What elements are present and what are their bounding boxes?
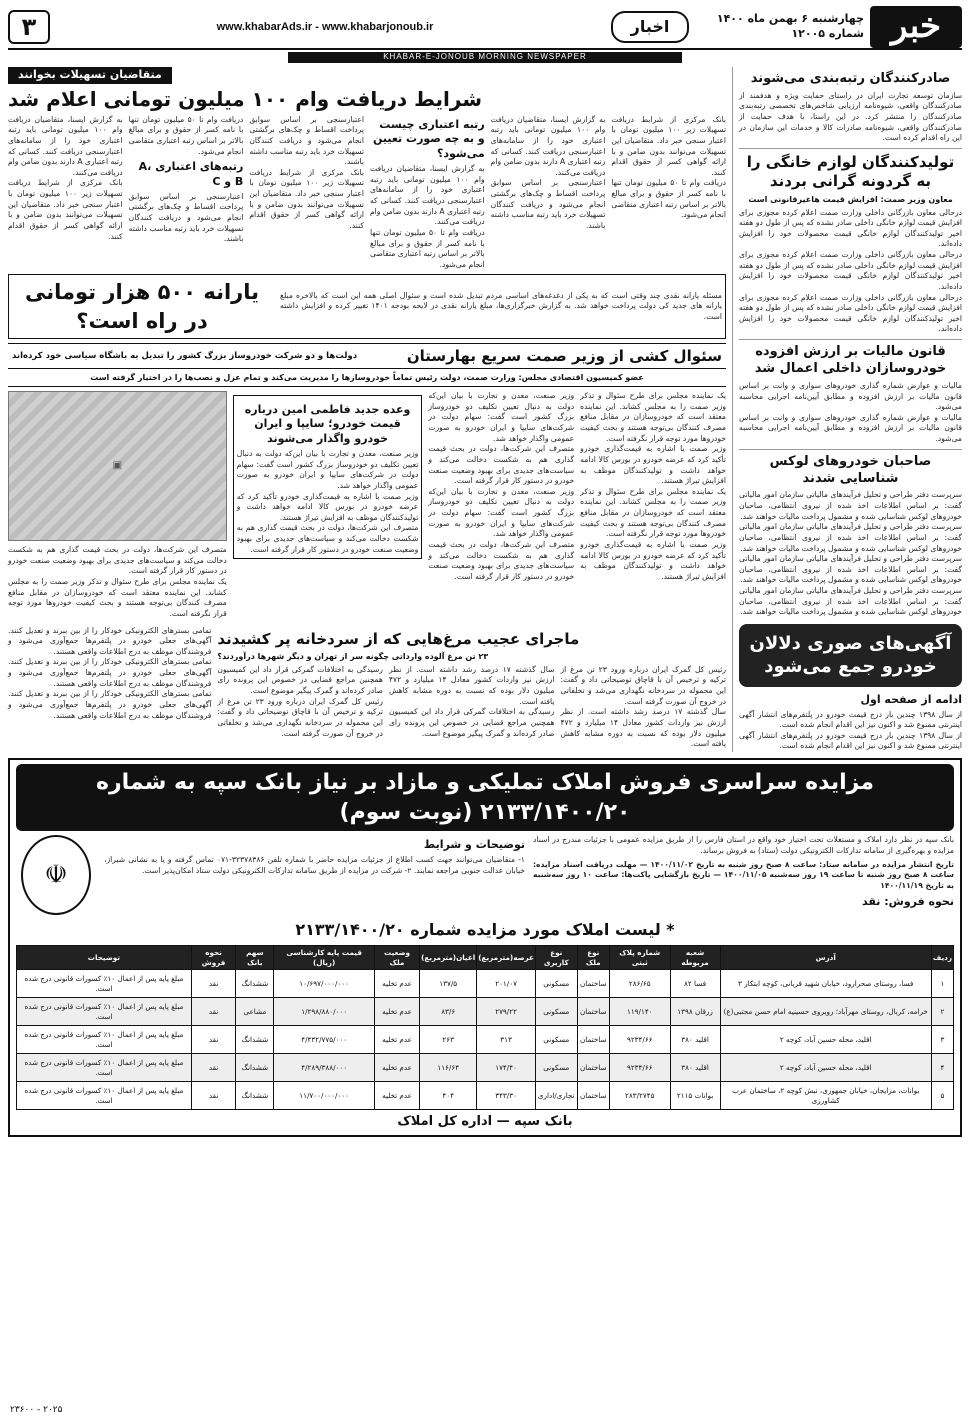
- table-row: [17, 970, 954, 998]
- table-cell: ۹۲۳۴/۶۶: [609, 1054, 670, 1082]
- box-title[interactable]: وعده جدید فاطمی امین درباره قیمت خودرو؛ سایپا و ایران خودرو واگذار می‌شوند: [244, 403, 411, 445]
- table-cell: اقلید، محله حسین آباد، کوچه ۲: [720, 1054, 931, 1082]
- auction-notes: ۱- متقاضیان می‌توانند جهت کسب اطلاع از جزئیات مزایده حاضر با شماره تلفن ۳۲۳۷۸۳۸۶-۰۷۱ تماس گرفته و یا به نشانی شیراز، خیابان عدالت جنوبی مراجعه نمایند. ۲- شرکت در مزایده از طریق سامانه تدارکات الکترونیکی دولت ستاد امکان‌پذیر است.: [104, 855, 525, 875]
- table-cell: عدم تخلیه: [374, 970, 419, 998]
- article-body: اعتبارسنجی بر اساس سوابق پرداخت اقساط و چک‌های برگشتی انجام می‌شود و دریافت کنندگان تسهیلات خرد باید رتبه مناسب داشته باشند.: [490, 178, 606, 230]
- article-body: مالیات و عوارض شماره گذاری خودروهای سواری و وانت بر اساس قانون مالیات بر ارزش افزوده و مطابق آیین‌نامه اجرایی محاسبه می‌شود.: [739, 380, 962, 412]
- article-body: رسیدگی به اختلافات گمرکی قرار داد این کمیسیون همچنین مراجع قضایی در خصوص این پرونده رای صادر کرده‌اند و گمرک پیگیر موضوع است.: [388, 707, 555, 738]
- table-cell: ۲۸۶/۶۵: [609, 970, 670, 998]
- table-cell: ۴/۲۸۹/۳۸۸/۰۰۰: [274, 1054, 375, 1082]
- article-body: تمامی بسترهای الکترونیکی خودکار را از بین ببرند و تعدیل کنند. آگهی‌های جعلی خودرو در پلتفرم‌ها جمع‌آوری می‌شود و فروشندگان موظف به درج اطلاعات واقعی هستند.: [8, 625, 212, 656]
- table-cell: ۱: [931, 970, 953, 998]
- article-title[interactable]: یارانه ۵۰۰ هزار تومانی در راه است؟: [24, 280, 260, 333]
- article-subheading: رتبه اعتباری چیست و به چه صورت تعیین می‌شود؟: [372, 117, 485, 161]
- article-body: یک نماینده مجلس برای طرح سئوال و تذکر وزیر صمت را به مجلس کشاند. این نماینده معتقد است که خودروسازان در مقابل منافع مصرف کنندگان بی‌توجه هستند و بحث کیفیت خودروها مورد توجه قرار نگرفته است.: [580, 391, 726, 443]
- article-title[interactable]: تولیدکنندگان لوازم خانگی را به گردونه گرانی بردند: [746, 152, 955, 191]
- table-cell: ۳: [931, 1026, 953, 1054]
- table-cell: ۹۲۳۴/۶۶: [609, 1026, 670, 1054]
- table-header-cell: اعیان(مترمربع): [420, 946, 477, 970]
- table-cell: خرامه، کربال، روستای مهرآباد؛ روبروی حسینیه امام حسن مجتبی(ع): [720, 998, 931, 1026]
- table-cell: ۴۰۴: [420, 1082, 477, 1110]
- article-body: متصرف این شرکت‌ها، دولت در بحث قیمت گذاری هم به شکست دخالت می‌کند و سیاست‌های جدیدی برای بهبود وضعیت صنعت خودرو در دستور کار قرار گرفته است.: [8, 545, 227, 576]
- subsidy-article: [8, 274, 726, 339]
- ad-code: ۲۳۶۰۰ - ۲۰۲۵: [10, 1404, 63, 1415]
- table-cell: مشاعی: [236, 998, 274, 1026]
- table-header-cell: توضیحات: [17, 946, 192, 970]
- table-cell: مبلغ پایه پس از اعمال ۱۰٪ کسورات قانونی درج شده است.: [17, 1082, 192, 1110]
- article-body: دریافت وام تا ۵۰ میلیون تومان تنها با نامه کسر از حقوق و برای مبالغ بالاتر بر اساس رتبه اعتباری متقاضی انجام می‌شود.: [611, 178, 726, 220]
- article-body: وزیر صنعت، معدن و تجارت با بیان این‌که دولت به دنبال تعیین تکلیف دو خودروساز بزرگ کشور است گفت: سهام دولت در شرکت‌های سایپا و ایران خودرو به صورت عمومی واگذار خواهد شد.: [428, 391, 575, 443]
- article-body: سال گذشته ۱۷ درصد رشد داشته است. از نظر ارزش نیز واردات کشور معادل ۱۴ میلیارد و ۴۷۲ میلیون دلار بوده که نسبت به دوره مشابه کاهش یافته است.: [560, 707, 726, 749]
- table-header-cell: آدرس: [720, 946, 931, 970]
- table-cell: ۲۰۱/۰۷: [477, 970, 536, 998]
- table-cell: مبلغ پایه پس از اعمال ۱۰٪ کسورات قانونی درج شده است.: [17, 998, 192, 1026]
- bank-signature: بانک سپه — اداره کل املاک: [397, 1114, 573, 1130]
- article-body: درحالی معاون بازرگانی داخلی وزارت صمت اعلام کرده مجوزی برای افزایش قیمت لوازم خانگی داخلی صادر نشده که پس از طول دو هفته اخیر تولیدکنندگان لوازم خانگی قیمت محصولات خود را افزایش داده‌اند.: [739, 250, 962, 291]
- table-header-cell: وضعیت ملک: [374, 946, 419, 970]
- article-body: سرپرست دفتر طراحی و تحلیل فرآیندهای مالیاتی سازمان امور مالیاتی گفت: بر اساس اطلاعات اخذ شده از نیروی انتظامی، صاحبان خودروهای لوکس شناسایی شده و مشمول پرداخت مالیات خواهند شد.: [739, 554, 962, 585]
- article-body: اعتبارسنجی بر اساس سوابق پرداخت اقساط و چک‌های برگشتی انجام می‌شود و دریافت کنندگان تسهیلات خرد باید رتبه مناسب داشته باشند.: [249, 114, 364, 167]
- article-body: سرپرست دفتر طراحی و تحلیل فرآیندهای مالیاتی سازمان امور مالیاتی گفت: بر اساس اطلاعات اخذ شده از نیروی انتظامی، صاحبان خودروهای لوکس شناسایی شده و مشمول پرداخت مالیات خواهند شد.: [739, 490, 962, 521]
- table-cell: ۱۳۷/۵: [420, 970, 477, 998]
- table-cell: نقد: [191, 970, 236, 998]
- article-body: بانک مرکزی از شرایط دریافت تسهیلات زیر ۱۰۰ میلیون تومان با اعتبار سنجی خبر داد. متقاضیان این تسهیلات می‌توانند بدون ضامن و با ارائه گواهی کسر از حقوق اقدام کنند.: [249, 167, 364, 230]
- main-column: [8, 67, 726, 752]
- table-cell: ۴: [931, 1054, 953, 1082]
- article-body: متصرف این شرکت‌ها، دولت در بحث قیمت گذاری هم به شکست دخالت می‌کند و سیاست‌های جدیدی برای بهبود وضعیت صنعت خودرو در دستور کار قرار گرفته است.: [428, 444, 575, 486]
- article-body: تمامی بسترهای الکترونیکی خودکار را از بین ببرند و تعدیل کنند. آگهی‌های جعلی خودرو در پلتفرم‌ها جمع‌آوری می‌شود و فروشندگان موظف به درج اطلاعات واقعی هستند.: [8, 657, 212, 688]
- table-cell: بوانات، مزایجان، خیابان جمهوری، نبش کوچه ۲، ساختمان عرب کشاورزی: [720, 1082, 931, 1110]
- table-header-row: [17, 946, 954, 970]
- table-cell: بوانات ۲۱۱۵: [670, 1082, 720, 1110]
- page-number: ۳: [8, 10, 50, 44]
- article-title[interactable]: ماجرای عجیب مرغ‌هایی که از سردخانه پر کشیدند: [217, 629, 580, 648]
- table-header-cell: نحوه فروش: [191, 946, 236, 970]
- article-body: رئیس کل گمرک ایران درباره ورود ۲۳ تن مرغ از ترکیه و ترخیص آن با قاچاق توضیحاتی داد و گفت: این محموله در سردخانه نگهداری می‌شد و تخلفاتی در خروج آن صورت گرفته است.: [560, 664, 726, 706]
- article-body: وزیر صمت با اشاره به قیمت‌گذاری خودرو تأکید کرد که عرضه خودرو در بورس کالا ادامه خواهد داشت و تولیدکنندگان موظف به افزایش تیراژ هستند.: [236, 491, 419, 522]
- table-cell: اقلید ۳۸۰: [670, 1054, 720, 1082]
- article-title[interactable]: قانون مالیات بر ارزش افزوده خودروسازان داخلی اعمال شد: [754, 344, 947, 376]
- article-body: وزیر صنعت، معدن و تجارت با بیان این‌که دولت به دنبال تعیین تکلیف دو خودروساز بزرگ کشور است گفت: سهام دولت در شرکت‌های سایپا و ایران خودرو به صورت عمومی واگذار خواهد شد.: [428, 486, 575, 539]
- article-body: دریافت وام تا ۵۰ میلیون تومان تنها با نامه کسر از حقوق و برای مبالغ بالاتر بر اساس رتبه اعتباری متقاضی انجام می‌شود.: [369, 227, 485, 269]
- table-cell: اقلید، محله حسین آباد، کوچه ۲: [720, 1026, 931, 1054]
- loan-article: [8, 67, 726, 271]
- table-cell: ۱۷۴/۴۰: [477, 1054, 536, 1082]
- article-body: وزیر صمت با اشاره به قیمت‌گذاری خودرو تأکید کرد که عرضه خودرو در بورس کالا ادامه خواهد داشت و تولیدکنندگان موظف به افزایش تیراژ هستند.: [580, 444, 726, 486]
- table-cell: ششدانگ: [236, 1026, 274, 1054]
- article-subheading: رتبه‌های اعتباری A، B و C: [138, 160, 244, 188]
- newspaper-logo[interactable]: خبر: [870, 6, 962, 48]
- article-body: مسئله یارانه نقدی چند وقتی است که به یکی از دغدغه‌های اساسی مردم تبدیل شده است و سئوال اصلی همه این است که بالاخره مبلغ یارانه های جدید کی دولت پرداخت خواهد شد. به گزارش خبرگزاری‌ها، مبلغ یارانه نقدی در لایحه بودجه ۱۴۰۱ تغییر کرده و افزایش داشته است.: [280, 290, 722, 322]
- payment-method: نحوه فروش: نقد: [862, 894, 954, 908]
- table-header-cell: نوع کاربری: [535, 946, 577, 970]
- article-body: از سال ۱۳۹۸ چندین بار درج قیمت خودرو در پلتفرم‌های انتشار آگهی اینترنتی ممنوع شد و اکنون نیز این اقدام انجام شده است.: [739, 709, 962, 730]
- table-cell: ششدانگ: [236, 1082, 274, 1110]
- table-cell: مسکونی: [535, 970, 577, 998]
- issue-date: چهارشنبه ۶ بهمن ماه ۱۴۰۰ شماره ۱۲۰۰۵: [716, 12, 864, 40]
- table-header-cell: شماره پلاک ثبتی: [609, 946, 670, 970]
- table-cell: ۴/۴۳۲/۷۷۵/۰۰۰: [274, 1026, 375, 1054]
- article-body: اعتبارسنجی بر اساس سوابق پرداخت اقساط و چک‌های برگشتی انجام می‌شود و دریافت کنندگان تسهیلات خرد باید رتبه مناسب داشته باشند.: [128, 191, 244, 244]
- table-cell: ۳۱۳: [477, 1026, 536, 1054]
- article-body: وزیر صمت با اشاره به قیمت‌گذاری خودرو تأکید کرد که عرضه خودرو در بورس کالا ادامه خواهد داشت و تولیدکنندگان موظف به افزایش تیراژ هستند.: [580, 539, 726, 581]
- article-body: به گزارش ایسنا، متقاضیان دریافت وام ۱۰۰ میلیون تومانی باید رتبه اعتباری خود را از سامانه‌های اعتبارسنجی دریافت کنند. کسانی که رتبه اعتباری A دارند بدون ضامن وام دریافت می‌کنند.: [7, 114, 123, 177]
- table-cell: ۲۷۹/۲۲: [477, 998, 536, 1026]
- ads-article: [8, 626, 211, 750]
- table-header-cell: نوع ملک: [577, 946, 609, 970]
- right-column: [732, 67, 962, 752]
- table-cell: اقلید ۳۸۰: [670, 1026, 720, 1054]
- table-cell: مسکونی: [535, 998, 577, 1026]
- table-cell: ساختمان: [577, 970, 609, 998]
- article-body: سرپرست دفتر طراحی و تحلیل فرآیندهای مالیاتی سازمان امور مالیاتی گفت: بر اساس اطلاعات اخذ شده از نیروی انتظامی، صاحبان خودروهای لوکس شناسایی شده و مشمول پرداخت مالیات خواهند شد.: [739, 586, 962, 617]
- article-body: رسیدگی به اختلافات گمرکی قرار داد این کمیسیون همچنین مراجع قضایی در خصوص این پرونده رای صادر کرده‌اند و گمرک پیگیر موضوع است.: [217, 664, 383, 696]
- table-header-cell: قیمت پایه کارشناسی (ریال): [274, 946, 375, 970]
- table-header-cell: سهم بانک: [236, 946, 274, 970]
- article-subtitle: معاون وزیر صمت: افزایش قیمت هاغیرقانونی است: [748, 194, 953, 204]
- section-label: اخبار: [600, 6, 700, 48]
- table-cell: زرقان ۱۳۹۸: [670, 998, 720, 1026]
- table-cell: ساختمان: [577, 1026, 609, 1054]
- table-cell: ۱۰/۶۹۷/۰۰۰/۰۰۰: [274, 970, 375, 998]
- auction-title[interactable]: مزایده سراسری فروش املاک تملیکی و مازاد بر نیاز بانک سپه به شماره ۲۱۳۳/۱۴۰۰/۲۰ (نوبت سوم): [16, 764, 954, 831]
- table-cell: مبلغ پایه پس از اعمال ۱۰٪ کسورات قانونی درج شده است.: [17, 1054, 192, 1082]
- table-cell: ۵: [931, 1082, 953, 1110]
- property-table: [16, 945, 954, 1110]
- car-factory-photo: ▣: [8, 391, 227, 541]
- table-cell: عدم تخلیه: [374, 1082, 419, 1110]
- article-body: از سال ۱۳۹۸ چندین بار درج قیمت خودرو در پلتفرم‌های انتشار آگهی اینترنتی ممنوع شد و اکنون نیز این اقدام انجام شده است.: [739, 730, 962, 751]
- article-body: سال گذشته ۱۷ درصد رشد داشته است. از نظر ارزش نیز واردات کشور معادل ۱۴ میلیارد و ۴۷۲ میلیون دلار بوده که نسبت به دوره مشابه کاهش یافته است.: [388, 664, 555, 706]
- table-cell: عدم تخلیه: [374, 1026, 419, 1054]
- masthead: [8, 6, 962, 50]
- table-cell: ششدانگ: [236, 970, 274, 998]
- table-cell: ۲۶۳: [420, 1026, 477, 1054]
- table-cell: ۱۱۶/۶۴: [420, 1054, 477, 1082]
- article-body: درحالی معاون بازرگانی داخلی وزارت صمت اعلام کرده مجوزی برای افزایش قیمت لوازم خانگی داخلی صادر نشده که پس از طول دو هفته اخیر تولیدکنندگان لوازم خانگی قیمت محصولات خود را افزایش داده‌اند.: [739, 292, 962, 334]
- article-title[interactable]: صاحبان خودروهای لوکس شناسایی شدند: [769, 453, 932, 486]
- table-cell: ساختمان: [577, 998, 609, 1026]
- article-body: تمامی بسترهای الکترونیکی خودکار را از بین ببرند و تعدیل کنند. آگهی‌های جعلی خودرو در پلتفرم‌ها جمع‌آوری می‌شود و فروشندگان موظف به درج اطلاعات واقعی هستند.: [8, 689, 212, 720]
- table-cell: مبلغ پایه پس از اعمال ۱۰٪ کسورات قانونی درج شده است.: [17, 970, 192, 998]
- table-cell: تجاری/اداری: [535, 1082, 577, 1110]
- article-body: سازمان توسعه تجارت ایران در راستای حمایت ویژه و هدفمند از صادرکنندگان واقعی، شیوه‌نامه ارزیابی شاخص‌های تخصصی رتبه‌بندی صادرکنندگان را منتشر کرد. در این راستا، با هدف حمایت از صادرکنندگان واقعی، شیوه‌نامه صادرات کالا و خدمات این سازمان در این راه اقدام کرده است.: [739, 90, 962, 143]
- emblem-icon: ☫: [21, 835, 91, 915]
- table-cell: ۱۱۹/۱۴۰: [609, 998, 670, 1026]
- article-body: یک نماینده مجلس برای طرح سئوال و تذکر وزیر صمت را به مجلس کشاند. این نماینده معتقد است که خودروسازان در مقابل منافع مصرف کنندگان بی‌توجه هستند و بحث کیفیت خودروها مورد توجه قرار نگرفته است.: [580, 486, 726, 539]
- article-body: به گزارش ایسنا، متقاضیان دریافت وام ۱۰۰ میلیون تومانی باید رتبه اعتباری خود را از سامانه‌های اعتبارسنجی دریافت کنند. کسانی که رتبه اعتباری A دارند بدون ضامن وام دریافت می‌کنند.: [490, 114, 606, 177]
- table-cell: ششدانگ: [236, 1054, 274, 1082]
- article-body: به گزارش ایسنا، متقاضیان دریافت وام ۱۰۰ میلیون تومانی باید رتبه اعتباری خود را از سامانه‌های اعتبارسنجی دریافت کنند. کسانی که رتبه اعتباری A دارند بدون ضامن وام دریافت می‌کنند.: [369, 164, 485, 227]
- table-cell: مبلغ پایه پس از اعمال ۱۰٪ کسورات قانونی درج شده است.: [17, 1026, 192, 1054]
- article-title[interactable]: شرایط دریافت وام ۱۰۰ میلیون تومانی اعلام شد: [8, 86, 483, 111]
- table-cell: ساختمان: [577, 1082, 609, 1110]
- article-quote: دولت‌ها و دو شرکت خودروساز بزرگ کشور را تبدیل به باشگاه سیاسی خود کرده‌اند: [12, 350, 358, 361]
- table-cell: عدم تخلیه: [374, 1054, 419, 1082]
- english-tagline: KHABAR-E-JONOUB MORNING NEWSPAPER: [288, 52, 682, 63]
- table-row: [17, 1082, 954, 1110]
- article-body: بانک مرکزی از شرایط دریافت تسهیلات زیر ۱۰۰ میلیون تومان با اعتبار سنجی خبر داد. متقاضیان این تسهیلات می‌توانند بدون ضامن و با ارائه گواهی کسر از حقوق اقدام کنند.: [7, 178, 123, 241]
- chicken-article: [217, 626, 726, 750]
- auction-dates: تاریخ انتشار مزایده در سامانه ستاد: ساعت ۸ صبح روز شنبه به تاریخ ۱۴۰۰/۱۱/۰۲ — مهلت دریافت اسناد مزایده: ساعت ۸ صبح روز شنبه تا ساعت ۱۹ روز سه‌شنبه ۱۴۰۰/۱۱/۰۵ — تاریخ بازگشایی پاکت‌ها: ساعت ۱۰ روز سه‌شنبه به تاریخ ۱۴۰۰/۱۱/۱۹: [533, 859, 954, 890]
- table-header-cell: ردیف: [931, 946, 953, 970]
- table-cell: مسکونی: [535, 1054, 577, 1082]
- parliament-article: [8, 343, 726, 619]
- table-cell: عدم تخلیه: [374, 998, 419, 1026]
- table-cell: ۱/۲۹۸/۸۸۰/۰۰۰: [274, 998, 375, 1026]
- article-kicker: متقاضیان تسهیلات بخوانند: [8, 67, 172, 84]
- table-cell: ۳۴۳/۳۰: [477, 1082, 536, 1110]
- table-cell: ساختمان: [577, 1054, 609, 1082]
- table-header-cell: شعبه مربوطه: [670, 946, 720, 970]
- table-cell: نقد: [191, 998, 236, 1026]
- table-cell: فسا ۸۲: [670, 970, 720, 998]
- article-body: وزیر صنعت، معدن و تجارت با بیان این‌که دولت به دنبال تعیین تکلیف دو خودروساز بزرگ کشور است گفت: سهام دولت در شرکت‌های سایپا و ایران خودرو به صورت عمومی واگذار خواهد شد.: [236, 449, 419, 490]
- property-list-title: * لیست املاک مورد مزایده شماره ۲۱۳۳/۱۴۰۰/۲۰: [295, 920, 675, 940]
- table-cell: نقد: [191, 1026, 236, 1054]
- table-cell: ۸۳/۶: [420, 998, 477, 1026]
- car-ads-headline[interactable]: آگهی‌های صوری دلالان خودرو جمع می‌شود: [739, 624, 962, 687]
- article-title[interactable]: صادرکنندگان رتبه‌بندی می‌شوند: [750, 70, 951, 86]
- table-cell: فسا، روستای صحرارود، خیابان شهید قربانی، کوچه ابتکار ۳: [720, 970, 931, 998]
- article-body: متصرف این شرکت‌ها، دولت در بحث قیمت گذاری هم به شکست دخالت می‌کند و سیاست‌های جدیدی برای بهبود وضعیت صنعت خودرو در دستور کار قرار گرفته است.: [236, 523, 419, 554]
- article-subtitle: ۲۳ تن مرغ آلوده وارداتی چگونه سر از تهران و دیگر شهرها درآوردند؟: [217, 652, 489, 662]
- article-title[interactable]: سئوال کشی از وزیر صمت سریع بهارستان: [406, 347, 722, 366]
- article-body: درحالی معاون بازرگانی داخلی وزارت صمت اعلام کرده مجوزی برای افزایش قیمت لوازم خانگی داخلی صادر نشده که پس از طول دو هفته اخیر تولیدکنندگان لوازم خانگی قیمت محصولات خود را افزایش داده‌اند.: [739, 207, 962, 249]
- article-body: سرپرست دفتر طراحی و تحلیل فرآیندهای مالیاتی سازمان امور مالیاتی گفت: بر اساس اطلاعات اخذ شده از نیروی انتظامی، صاحبان خودروهای لوکس شناسایی شده و مشمول پرداخت مالیات خواهند شد.: [739, 522, 962, 553]
- article-body: رئیس کل گمرک ایران درباره ورود ۲۳ تن مرغ از ترکیه و ترخیص آن با قاچاق توضیحاتی داد و گفت: این محموله در سردخانه نگهداری می‌شد و تخلفاتی در خروج آن صورت گرفته است.: [217, 696, 383, 738]
- article-body: بانک مرکزی از شرایط دریافت تسهیلات زیر ۱۰۰ میلیون تومان با اعتبار سنجی خبر داد. متقاضیان این تسهیلات می‌توانند بدون ضامن و با ارائه گواهی کسر از حقوق اقدام کنند.: [611, 114, 726, 177]
- article-body: مالیات و عوارض شماره گذاری خودروهای سواری و وانت بر اساس قانون مالیات بر ارزش افزوده و مطابق آیین‌نامه اجرایی محاسبه می‌شود.: [739, 412, 962, 444]
- website-urls[interactable]: www.khabarAds.ir - www.khabarjonoub.ir: [216, 20, 434, 33]
- table-cell: مسکونی: [535, 1026, 577, 1054]
- table-row: [17, 1026, 954, 1054]
- article-subtitle: عضو کمیسیون اقتصادی مجلس: وزارت صمت، دولت رئیس تماماً خودروسازها را مدیریت می‌کند و تمام عزل و نصب‌ها را در اختیار گرفته است: [8, 373, 726, 387]
- table-cell: نقد: [191, 1082, 236, 1110]
- table-cell: ۲: [931, 998, 953, 1026]
- table-cell: نقد: [191, 1054, 236, 1082]
- notes-title: توضیحات و شرایط: [423, 838, 525, 852]
- table-cell: ۱۱/۷۰۰/۰۰۰/۰۰۰: [274, 1082, 375, 1110]
- table-header-cell: عرصه(مترمربع): [477, 946, 536, 970]
- auction-notice: [8, 758, 962, 1137]
- article-body: دریافت وام تا ۵۰ میلیون تومان تنها با نامه کسر از حقوق و برای مبالغ بالاتر بر اساس رتبه اعتباری متقاضی انجام می‌شود.: [128, 114, 244, 156]
- continued-label: ادامه از صفحه اول: [860, 692, 962, 706]
- table-cell: ۲۸۳/۲۷۴۵: [609, 1082, 670, 1110]
- table-row: [17, 998, 954, 1026]
- article-body: متصرف این شرکت‌ها، دولت در بحث قیمت گذاری هم به شکست دخالت می‌کند و سیاست‌های جدیدی برای بهبود وضعیت صنعت خودرو در دستور کار قرار گرفته است.: [428, 539, 575, 581]
- article-body: یک نماینده مجلس برای طرح سئوال و تذکر وزیر صمت را به مجلس کشاند. این نماینده معتقد است که خودروسازان در مقابل منافع مصرف کنندگان بی‌توجه هستند و بحث کیفیت خودروها مورد توجه قرار نگرفته است.: [8, 577, 227, 618]
- auction-intro: بانک سپه در نظر دارد املاک و مستغلات تحت اختیار خود واقع در استان فارس را از طریق مزایده عمومی با جزئیات مندرج در اسناد مزایده و بهره‌گیری از سامانه تدارکات الکترونیکی دولت (ستاد) به فروش برساند.: [533, 835, 954, 856]
- table-row: [17, 1054, 954, 1082]
